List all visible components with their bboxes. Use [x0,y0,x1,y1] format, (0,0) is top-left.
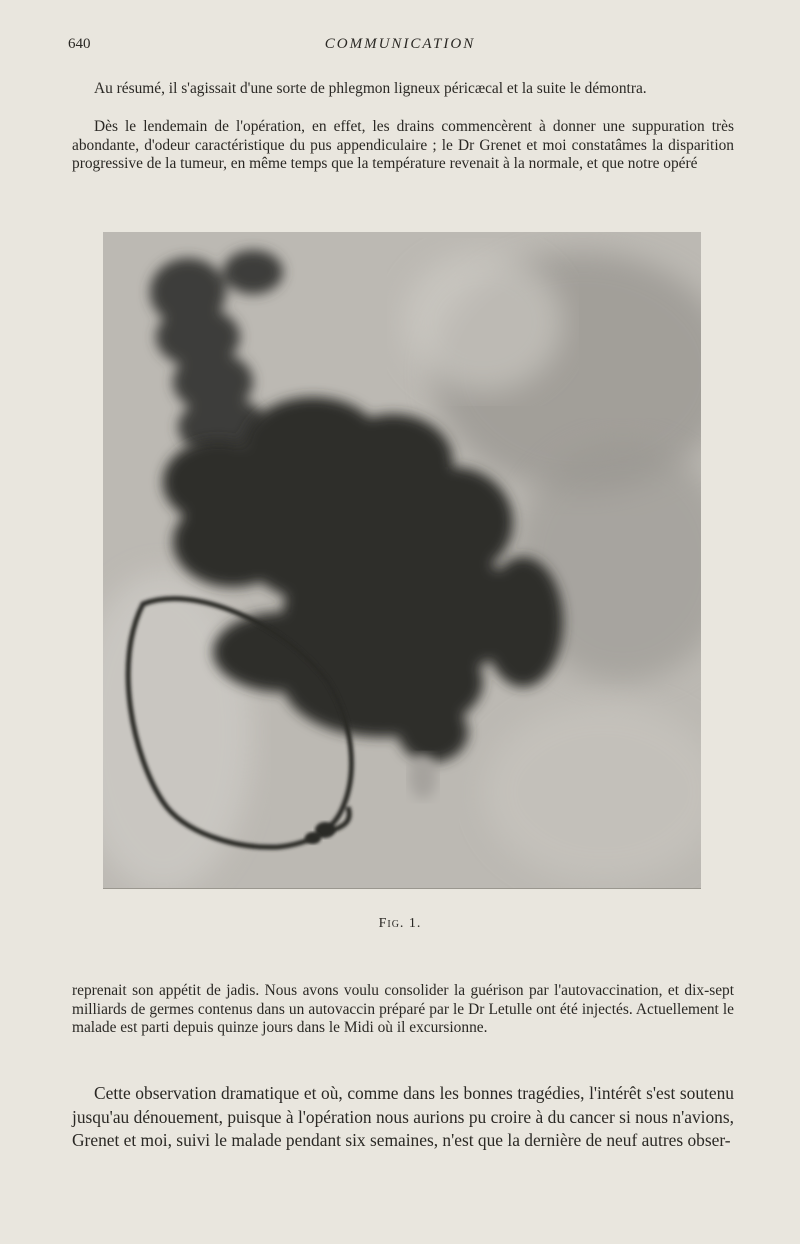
paragraph-conclusion: Cette observation dramatique et où, comme dans les bonnes tragédies, l'intérêt s'est soutenu jusqu'au dénouement, puisque à l'opération nous aurions pu croire à du cancer si nous n'avions, Grenet et moi, suivi le malade pendant six semaines, n'est que la dernière de neuf autres obser- [72,1083,734,1150]
running-head: COMMUNICATION [324,36,476,52]
radiograph-figure [103,232,701,889]
radiograph-image [103,232,701,888]
paragraph-recovery: reprenait son appétit de jadis. Nous avons voulu consolider la guérison par l'autovaccination, et dix-sept milliards de germes contenus dans un autovaccin préparé par le Dr Letulle ont été injectés. Actuellement le malade est parti depuis quinze jours dans le Midi où il excursionne. [72,982,734,1037]
paragraph-intro: Au résumé, il s'agissait d'une sorte de phlegmon ligneux péricæcal et la suite le démontra. [94,80,647,97]
paragraph-operation: Dès le lendemain de l'opération, en effet, les drains commencèrent à donner une suppuration très abondante, d'odeur caractéristique du pus appendiculaire ; le Dr Grenet et moi constatâmes la disparition progressive de la tumeur, en même temps que la température revenait à la normale, et que notre opéré [72,118,734,173]
figure-caption: Fig. 1. [378,916,422,931]
page-header [68,36,732,60]
page-number: 640 [68,36,91,52]
